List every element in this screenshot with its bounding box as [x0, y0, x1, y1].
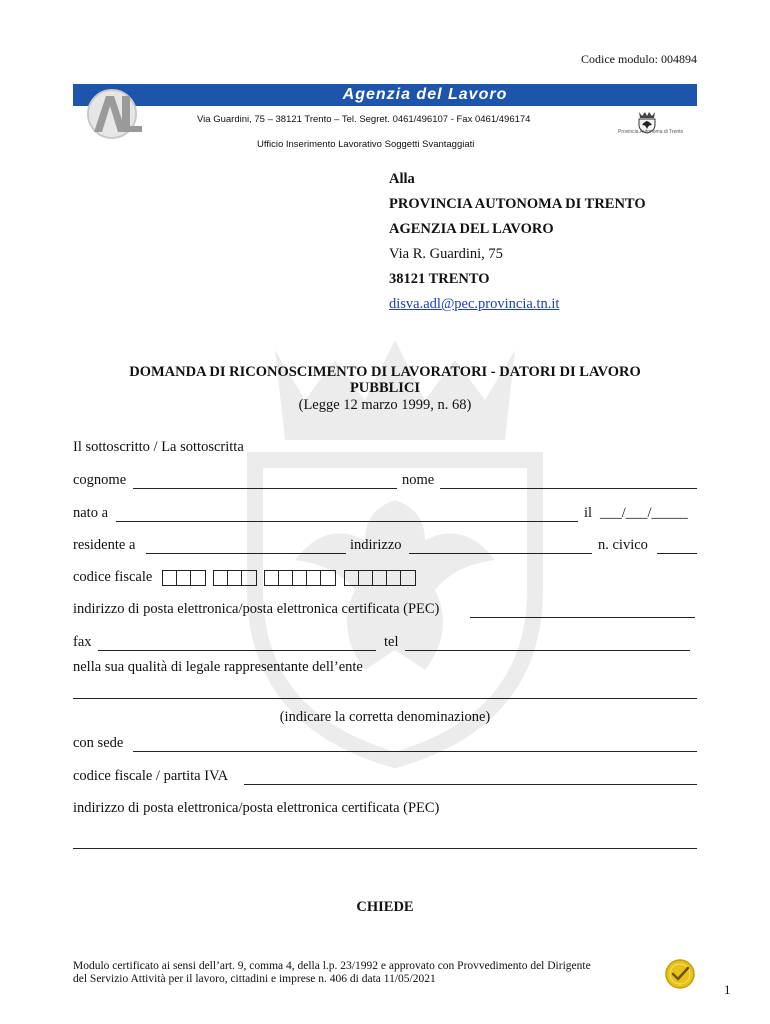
form-title-line2: PUBBLICI — [349, 380, 421, 396]
residente-a-label: residente a — [73, 537, 136, 553]
ente-denominazione-field[interactable] — [73, 698, 697, 699]
pec-field-2[interactable] — [73, 848, 697, 849]
agenzia-lavoro-logo-icon — [86, 88, 148, 140]
pec-label-1: indirizzo di posta elettronica/posta elettronica certificata (PEC) — [73, 601, 440, 617]
cf-box-group-2[interactable] — [213, 570, 257, 586]
fax-label: fax — [73, 634, 92, 650]
addressee-line1: PROVINCIA AUTONOMA DI TRENTO — [389, 196, 646, 212]
cf-box-group-3[interactable] — [264, 570, 336, 586]
addressee-line4: 38121 TRENTO — [389, 271, 490, 287]
codice-fiscale-label: codice fiscale — [73, 569, 153, 585]
form-title-line1: DOMANDA DI RICONOSCIMENTO DI LAVORATORI - DATORI DI LAVORO — [129, 364, 641, 380]
fax-field[interactable] — [98, 650, 376, 651]
office-name: Ufficio Inserimento Lavorativo Soggetti Svantaggiati — [257, 139, 475, 150]
residente-a-field[interactable] — [146, 553, 346, 554]
tel-label: tel — [384, 634, 399, 650]
modulo-code: Codice modulo: 004894 — [581, 52, 697, 66]
cf-piva-label: codice fiscale / partita IVA — [73, 768, 229, 784]
footer-line-1: Modulo certificato ai sensi dell’art. 9, comma 4, della l.p. 23/1992 e approvato con Provvedimento del Dirigente — [73, 960, 591, 972]
form-law-reference: (Legge 12 marzo 1999, n. 68) — [298, 397, 472, 413]
legale-rappresentante-label: nella sua qualità di legale rappresentante dell’ente — [73, 659, 363, 675]
certified-seal-icon — [664, 958, 696, 990]
birth-date-field[interactable]: ___/___/_____ — [600, 505, 688, 521]
nato-a-field[interactable] — [116, 521, 578, 522]
con-sede-label: con sede — [73, 735, 124, 751]
pec-label-2: indirizzo di posta elettronica/posta elettronica certificata (PEC) — [73, 800, 440, 816]
tel-field[interactable] — [405, 650, 690, 651]
sottoscritto-label: Il sottoscritto / La sottoscritta — [73, 439, 244, 455]
banner-title: Agenzia del Lavoro — [342, 86, 508, 103]
cf-piva-field[interactable] — [244, 784, 697, 785]
addressee-alla: Alla — [389, 171, 415, 187]
indirizzo-field[interactable] — [409, 553, 592, 554]
con-sede-field[interactable] — [133, 751, 697, 752]
nato-a-label: nato a — [73, 505, 109, 521]
addressee-email-link[interactable]: disva.adl@pec.provincia.tn.it — [389, 296, 560, 312]
agency-address: Via Guardini, 75 – 38121 Trento – Tel. Segret. 0461/496107 - Fax 0461/496174 — [197, 114, 531, 125]
addressee-line3: Via R. Guardini, 75 — [389, 246, 503, 262]
footer-note — [73, 960, 673, 986]
chiede-heading: CHIEDE — [356, 899, 414, 915]
pec-field-1[interactable] — [470, 617, 695, 618]
nome-label: nome — [402, 472, 435, 488]
nome-field[interactable] — [440, 488, 697, 489]
denominazione-hint: (indicare la corretta denominazione) — [279, 709, 491, 725]
footer-line-2: del Servizio Attività per il lavoro, cittadini e imprese n. 406 di data 11/05/2021 — [73, 973, 436, 985]
n-civico-label: n. civico — [598, 537, 648, 553]
cf-box-group-4[interactable] — [344, 570, 416, 586]
indirizzo-label: indirizzo — [350, 537, 402, 553]
il-label: il — [584, 505, 593, 521]
cognome-label: cognome — [73, 472, 127, 488]
cf-box-group-1[interactable] — [162, 570, 206, 586]
header-banner — [73, 84, 697, 106]
n-civico-field[interactable] — [657, 553, 697, 554]
provincia-label: Provincia Autonoma di Trento — [618, 129, 684, 135]
page-number: 1 — [724, 982, 731, 997]
cognome-field[interactable] — [133, 488, 397, 489]
addressee-line2: AGENZIA DEL LAVORO — [389, 221, 554, 237]
